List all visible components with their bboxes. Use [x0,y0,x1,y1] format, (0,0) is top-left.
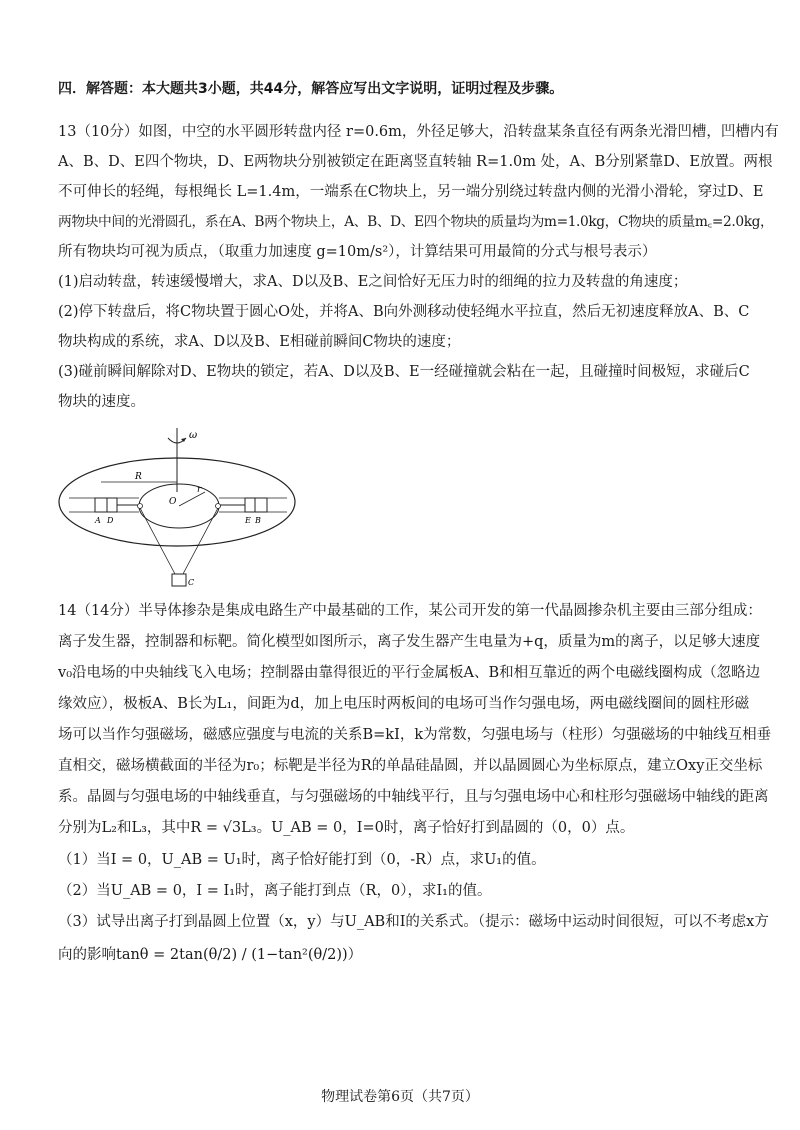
q14-line: 缘效应），极板A、B长为L₁，间距为d，加上电压时两板间的电场可当作匀强电场，两电磁线圈间的圆柱形磁 [58,696,750,712]
label-b: B [255,516,261,525]
r-inner-label: r [197,485,202,495]
block-c [172,574,186,586]
q14-line: 14（14分）半导体掺杂是集成电路生产中最基础的工作，某公司开发的第一代晶圆掺杂机主要由三部分组成： [58,603,762,619]
q13-line: 13（10分）如图，中空的水平圆形转盘内径 r=0.6m，外径足够大，沿转盘某条直径有两条光滑凹槽，凹槽内有 [58,124,779,140]
label-a: A [95,516,101,525]
q14-line: v₀沿电场的中央轴线飞入电场；控制器由靠得很近的平行金属板A、B和相互靠近的两个电磁线圈构成（忽略边 [58,665,761,681]
q14-line: （2）当U_AB = 0，I = I₁时，离子能打到点（R，0），求I₁的值。 [58,883,492,899]
q14-line: （1）当I = 0，U_AB = U₁时，离子恰好能打到（0，-R）点，求U₁的值。 [58,852,546,868]
q13-line: (1)启动转盘，转速缓慢增大，求A、D以及B、E之间恰好无压力时的细绳的拉力及转盘的角速度； [58,274,688,290]
q14-line: 场可以当作匀强磁场，磁感应强度与电流的关系B=kI，k为常数，匀强电场与（柱形）匀强磁场的中轴线互相垂 [58,727,772,743]
q13-line: (2)停下转盘后，将C物块置于圆心O处，并将A、B向外测移动使轻绳水平拉直，然后无初速度释放A、B、C [58,304,750,320]
block-b [255,498,267,512]
q13-line: 所有物块均可视为质点，（取重力加速度 g=10m/s²），计算结果可用最简的分式与根号表示） [58,244,657,260]
center-label: O [169,497,177,507]
q14-line: 向的影响tanθ = 2tan(θ/2) / (1−tan²(θ/2))） [58,947,363,963]
q14-line: （3）试导出离子打到晶圆上位置（x，y）与U_AB和I的关系式。（提示：磁场中运动时间很短，可以不考虑x方 [58,914,769,930]
label-e: E [245,516,251,525]
block-e [245,498,255,512]
q13-line: 物块的速度。 [58,394,145,410]
label-c: C [188,578,195,587]
r-outer-label: R [135,472,142,482]
q13-line: 物块构成的系统，求A、D以及B、E相碰前瞬间C物块的速度； [58,334,461,350]
label-d: D [107,516,114,525]
page-footer: 物理试卷第6页（共7页） [321,1089,479,1105]
section-title: 四．解答题：本大题共3小题，共44分，解答应写出文字说明，证明过程及步骤。 [58,81,564,97]
q14-line: 离子发生器，控制器和标靶。简化模型如图所示，离子发生器产生电量为+q，质量为m的离子，以足够大速度 [58,634,761,650]
q13-line: A、B、D、E四个物块，D、E两物块分别被锁定在距离竖直转轴 R=1.0m 处，A、B分别紧靠D、E放置。两根 [58,154,773,170]
pulley-left [138,504,143,509]
pulley-right [216,504,221,509]
turntable-figure [55,422,305,592]
q13-line: 不可伸长的轻绳，每根绳长 L=1.4m，一端系在C物块上，另一端分别绕过转盘内侧的光滑小滑轮，穿过D、E [58,184,764,200]
q13-line: 两物块中间的光滑圆孔，系在A、B两个物块上，A、B、D、E四个物块的质量均为m=1.0kg，C物块的质量m꜀=2.0kg， [58,214,774,230]
omega-label: ω [189,430,198,441]
block-d [107,498,117,512]
q14-line: 直相交，磁场横截面的半径为r₀；标靶是半径为R的单晶硅晶圆，并以晶圆圆心为坐标原点，建立Oxy正交坐标 [58,758,763,774]
q14-line: 分别为L₂和L₃，其中R = √3L₃。U_AB = 0，I=0时，离子恰好打到晶圆的（0，0）点。 [58,820,635,836]
q14-line: 系。晶圆与匀强电场的中轴线垂直，与匀强磁场的中轴线平行，且与匀强电场中心和柱形匀强磁场中轴线的距离 [58,789,769,805]
q13-line: (3)碰前瞬间解除对D、E物块的锁定，若A、D以及B、E一经碰撞就会粘在一起，且碰撞时间极短，求碰后C [58,364,750,380]
block-a [95,498,107,512]
